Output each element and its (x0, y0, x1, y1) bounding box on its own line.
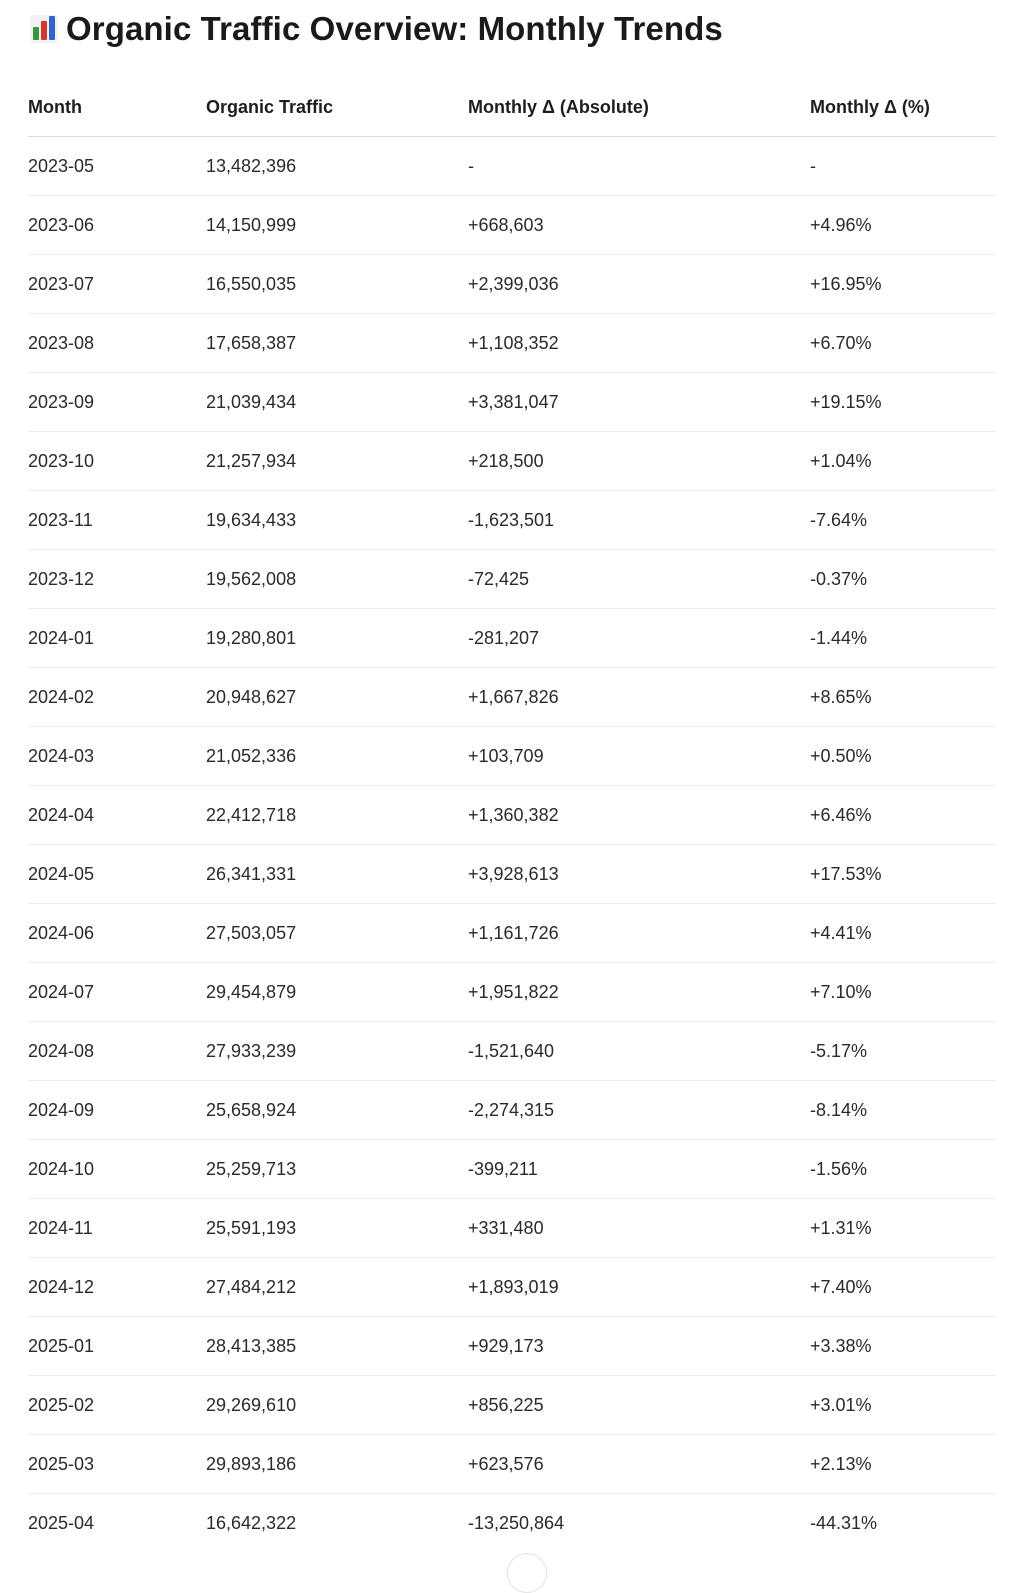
cell-month: 2023-10 (28, 432, 206, 491)
cell-organic-traffic: 22,412,718 (206, 786, 468, 845)
cell-monthly-delta-percent: +3.01% (810, 1376, 996, 1435)
cell-monthly-delta-absolute: -399,211 (468, 1140, 810, 1199)
table-row (28, 845, 996, 904)
table-row (28, 373, 996, 432)
table-body (28, 137, 996, 1553)
cell-month: 2024-02 (28, 668, 206, 727)
cell-month: 2024-10 (28, 1140, 206, 1199)
cell-monthly-delta-percent: +6.46% (810, 786, 996, 845)
page-title-text: Organic Traffic Overview: Monthly Trends (66, 10, 723, 47)
table-row (28, 1435, 996, 1494)
cell-organic-traffic: 13,482,396 (206, 137, 468, 196)
cell-organic-traffic: 26,341,331 (206, 845, 468, 904)
cell-monthly-delta-percent: -1.44% (810, 609, 996, 668)
cell-monthly-delta-percent: +4.41% (810, 904, 996, 963)
cell-monthly-delta-absolute: -1,521,640 (468, 1022, 810, 1081)
cell-month: 2023-11 (28, 491, 206, 550)
cell-monthly-delta-absolute: -13,250,864 (468, 1512, 565, 1533)
table-row (28, 963, 996, 1022)
table-row (28, 196, 996, 255)
cell-organic-traffic: 29,269,610 (206, 1376, 468, 1435)
cell-monthly-delta-absolute: +1,951,822 (468, 963, 810, 1022)
table-row (28, 550, 996, 609)
scroll-down-button[interactable] (507, 1553, 547, 1593)
cell-month: 2023-12 (28, 550, 206, 609)
cell-monthly-delta-absolute: +1,893,019 (468, 1258, 810, 1317)
cell-organic-traffic: 25,591,193 (206, 1199, 468, 1258)
cell-monthly-delta-absolute: +1,360,382 (468, 786, 810, 845)
column-header-monthly-delta-percent: Monthly Δ (%) (810, 78, 996, 137)
cell-monthly-delta-percent: +0.50% (810, 727, 996, 786)
cell-month: 2024-01 (28, 609, 206, 668)
cell-month: 2024-08 (28, 1022, 206, 1081)
cell-organic-traffic: 25,658,924 (206, 1081, 468, 1140)
cell-month: 2024-05 (28, 845, 206, 904)
cell-monthly-delta-percent: -7.64% (810, 491, 996, 550)
cell-month: 2025-03 (28, 1435, 206, 1494)
cell-month: 2024-07 (28, 963, 206, 1022)
cell-month: 2023-09 (28, 373, 206, 432)
cell-monthly-delta-percent: +16.95% (810, 255, 996, 314)
cell-month: 2023-07 (28, 255, 206, 314)
traffic-table (28, 78, 996, 1552)
cell-organic-traffic: 21,052,336 (206, 727, 468, 786)
cell-monthly-delta-percent: +4.96% (810, 196, 996, 255)
cell-monthly-delta-percent: +6.70% (810, 314, 996, 373)
cell-month: 2023-05 (28, 137, 206, 196)
cell-monthly-delta-absolute: +1,667,826 (468, 668, 810, 727)
cell-organic-traffic: 28,413,385 (206, 1317, 468, 1376)
cell-organic-traffic: 29,454,879 (206, 963, 468, 1022)
cell-month: 2023-06 (28, 196, 206, 255)
cell-monthly-delta-percent: +17.53% (810, 845, 996, 904)
cell-monthly-delta-percent: -0.37% (810, 550, 996, 609)
cell-organic-traffic: 27,503,057 (206, 904, 468, 963)
table-row (28, 727, 996, 786)
cell-organic-traffic: 19,562,008 (206, 550, 468, 609)
cell-monthly-delta-percent: +1.31% (810, 1199, 996, 1258)
table-row (28, 1022, 996, 1081)
table-row (28, 314, 996, 373)
cell-organic-traffic: 25,259,713 (206, 1140, 468, 1199)
cell-monthly-delta-percent: -8.14% (810, 1081, 996, 1140)
cell-monthly-delta-absolute: -1,623,501 (468, 491, 810, 550)
column-header-month: Month (28, 78, 206, 137)
cell-month: 2025-01 (28, 1317, 206, 1376)
cell-month: 2024-09 (28, 1081, 206, 1140)
cell-organic-traffic: 21,257,934 (206, 432, 468, 491)
table-row (28, 491, 996, 550)
cell-monthly-delta-absolute: -72,425 (468, 550, 810, 609)
cell-organic-traffic: 29,893,186 (206, 1435, 468, 1494)
table-row (28, 1081, 996, 1140)
cell-monthly-delta-percent: +7.10% (810, 963, 996, 1022)
cell-organic-traffic: 27,484,212 (206, 1258, 468, 1317)
cell-month: 2024-12 (28, 1258, 206, 1317)
table-row (28, 1140, 996, 1199)
table-row (28, 1317, 996, 1376)
column-header-monthly-delta-absolute: Monthly Δ (Absolute) (468, 78, 810, 137)
cell-organic-traffic: 21,039,434 (206, 373, 468, 432)
cell-monthly-delta-percent: +19.15% (810, 373, 996, 432)
table-row (28, 668, 996, 727)
table-row (28, 432, 996, 491)
cell-monthly-delta-percent: +7.40% (810, 1258, 996, 1317)
cell-month: 2025-04 (28, 1512, 95, 1533)
cell-monthly-delta-percent: +8.65% (810, 668, 996, 727)
cell-organic-traffic: 17,658,387 (206, 314, 468, 373)
cell-month: 2024-03 (28, 727, 206, 786)
cell-organic-traffic: 27,933,239 (206, 1022, 468, 1081)
cell-organic-traffic: 19,634,433 (206, 491, 468, 550)
cell-monthly-delta-absolute: - (468, 137, 810, 196)
table-row (28, 137, 996, 196)
cell-monthly-delta-percent: -5.17% (810, 1022, 996, 1081)
cell-monthly-delta-absolute: +218,500 (468, 432, 810, 491)
cell-organic-traffic: 20,948,627 (206, 668, 468, 727)
table-row (28, 904, 996, 963)
cell-monthly-delta-absolute: +2,399,036 (468, 255, 810, 314)
cell-monthly-delta-absolute: +1,161,726 (468, 904, 810, 963)
cell-monthly-delta-absolute: +103,709 (468, 727, 810, 786)
cell-monthly-delta-percent: +3.38% (810, 1317, 996, 1376)
cell-monthly-delta-percent: +1.04% (810, 432, 996, 491)
cell-month: 2024-06 (28, 904, 206, 963)
cell-monthly-delta-absolute: +856,225 (468, 1376, 810, 1435)
cell-month: 2024-11 (28, 1199, 206, 1258)
cell-monthly-delta-absolute: +668,603 (468, 196, 810, 255)
page-title (30, 8, 723, 50)
bar-chart-icon (30, 15, 58, 43)
table-row (28, 1376, 996, 1435)
cell-monthly-delta-absolute: +331,480 (468, 1199, 810, 1258)
cell-monthly-delta-absolute: +3,928,613 (468, 845, 810, 904)
cell-organic-traffic: 14,150,999 (206, 196, 468, 255)
table-row (28, 609, 996, 668)
cell-monthly-delta-percent: +2.13% (810, 1435, 996, 1494)
cell-monthly-delta-absolute: -281,207 (468, 609, 810, 668)
column-header-organic-traffic: Organic Traffic (206, 78, 468, 137)
table-row (28, 786, 996, 845)
cell-month: 2024-04 (28, 786, 206, 845)
cell-monthly-delta-absolute: +1,108,352 (468, 314, 810, 373)
table-row (28, 1199, 996, 1258)
cell-organic-traffic: 19,280,801 (206, 609, 468, 668)
table-row (28, 1258, 996, 1317)
cell-monthly-delta-absolute: +929,173 (468, 1317, 810, 1376)
cell-monthly-delta-absolute: -2,274,315 (468, 1081, 810, 1140)
table-row (28, 255, 996, 314)
cell-month: 2023-08 (28, 314, 206, 373)
cell-monthly-delta-percent: -1.56% (810, 1140, 996, 1199)
cell-monthly-delta-percent: - (810, 137, 996, 196)
cell-organic-traffic: 16,550,035 (206, 255, 468, 314)
cell-month: 2025-02 (28, 1376, 206, 1435)
cell-organic-traffic: 16,642,322 (206, 1512, 297, 1533)
table-row (28, 1494, 996, 1553)
cell-monthly-delta-percent: -44.31% (810, 1512, 878, 1533)
cell-monthly-delta-absolute: +623,576 (468, 1435, 810, 1494)
cell-monthly-delta-absolute: +3,381,047 (468, 373, 810, 432)
table-header-row (28, 78, 996, 137)
